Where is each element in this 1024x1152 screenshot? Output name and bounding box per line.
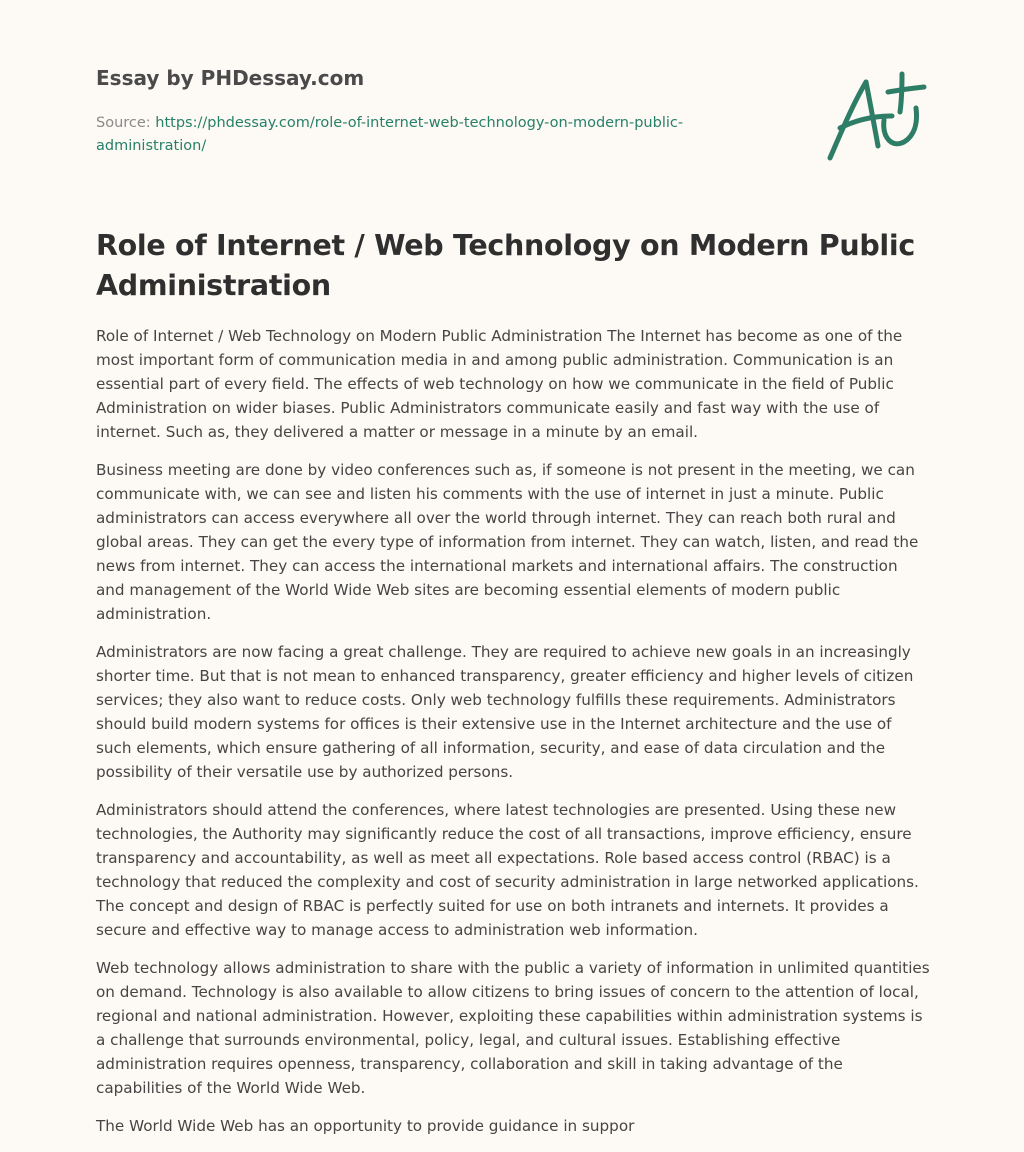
essay-title: Role of Internet / Web Technology on Modern Public Administration [96, 229, 915, 302]
essay-body [96, 324, 930, 1152]
essay-paragraph: Administrators should attend the conferences, where latest technologies are presented. Using these new technologies, the Authority may significantly reduce the cost of all transactions, improve efficiency, ensure transparency and accountability, as well as meet all expectations. Role based access control (RBAC) is a technology that reduced the complexity and cost of security administration in large networked applications. The concept and design of RBAC is perfectly suited for use on both intranets and internets. It provides a secure and effective way to manage access to administration web information. [96, 801, 919, 939]
source-line [96, 112, 736, 158]
source-link[interactable]: https://phdessay.com/role-of-internet-web-technology-on-modern-public-administration/ [96, 115, 684, 154]
essay-paragraph: Role of Internet / Web Technology on Modern Public Administration The Internet has become as one of the most important form of communication media in and among public administration. Communication is an essential part of every field. The effects of web technology on how we communicate in the field of Public Administration on wider biases. Public Administrators communicate easily and fast way with the use of internet. Such as, they delivered a matter or message in a minute by an email. [96, 327, 903, 441]
a-plus-logo-icon [820, 68, 930, 164]
source-label: Source: [96, 115, 156, 131]
site-title: Essay by PHDessay.com [96, 66, 365, 90]
essay-paragraph: The World Wide Web has an opportunity to provide guidance in suppor [96, 1117, 635, 1135]
page-header [96, 64, 736, 158]
essay-paragraph: Administrators are now facing a great challenge. They are required to achieve new goals in an increasingly shorter time. But that is not mean to enhanced transparency, greater efficiency and higher levels of citizen services; they also want to reduce costs. Only web technology fulfills these requirements. Administrators should build modern systems for offices is their extensive use in the Internet architecture and the use of such elements, which ensure gathering of all information, security, and ease of data circulation and the possibility of their versatile use by authorized persons. [96, 643, 914, 781]
essay-paragraph: Business meeting are done by video conferences such as, if someone is not present in the meeting, we can communicate with, we can see and listen his comments with the use of internet in just a minute. Public administrators can access everywhere all over the world through internet. They can reach both rural and global areas. They can get the every type of information from internet. They can watch, listen, and read the news from internet. They can access the international markets and international affairs. The construction and management of the World Wide Web sites are becoming essential elements of modern public administration. [96, 461, 919, 623]
essay-paragraph: Web technology allows administration to share with the public a variety of information in unlimited quantities on demand. Technology is also available to allow citizens to bring issues of concern to the attention of local, regional and national administration. However, exploiting these capabilities within administration systems is a challenge that surrounds environmental, policy, legal, and cultural issues. Establishing effective administration requires openness, transparency, collaboration and skill in taking advantage of the capabilities of the World Wide Web. [96, 959, 930, 1097]
